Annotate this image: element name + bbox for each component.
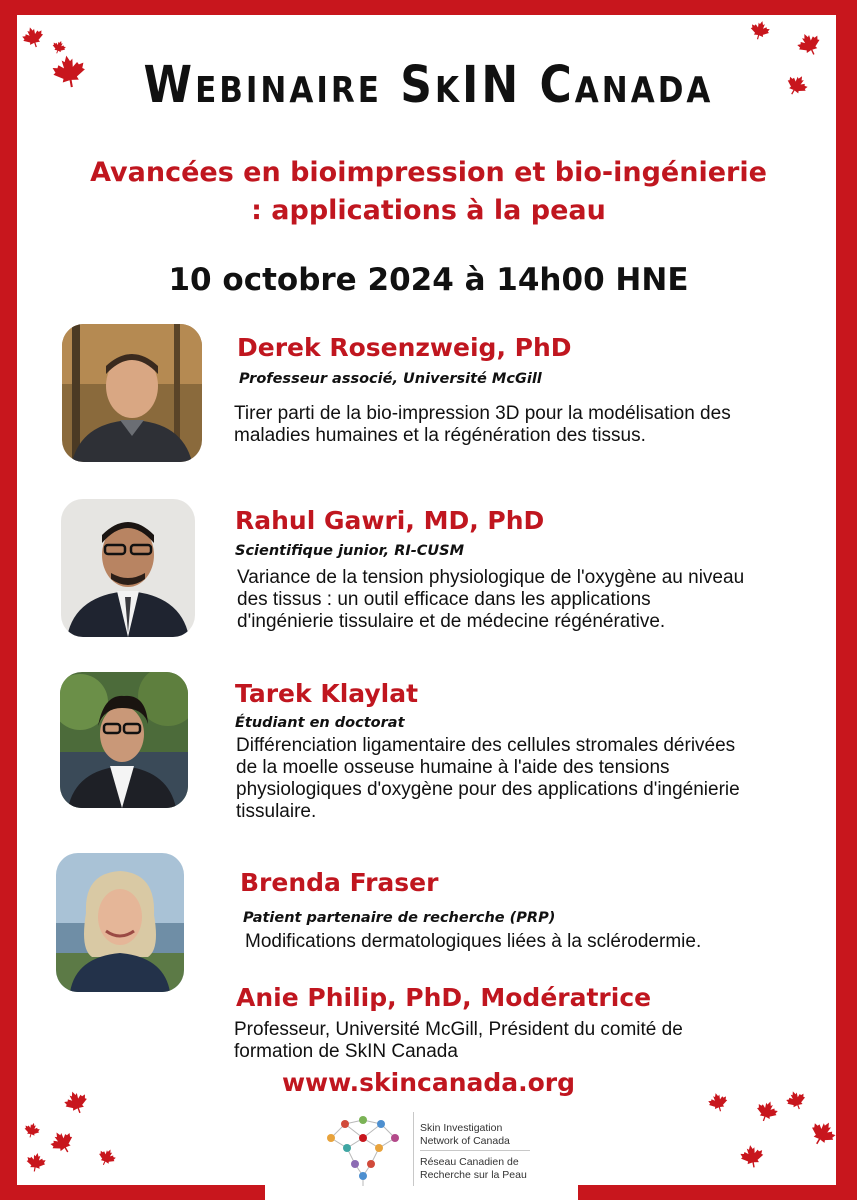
talk-line: des tissus : un outil efficace dans les applications [237,589,651,610]
speaker-photo [61,499,195,637]
subtitle-line: Avancées en bioimpression et bio-ingénierie [90,157,767,188]
moderator-role [234,1019,683,1063]
speaker-name: Derek Rosenzweig, PhD [237,333,572,362]
logo-french-name: Réseau Canadien de Recherche sur la Peau [420,1156,527,1181]
speaker-photo [60,672,188,808]
speaker-name: Tarek Klaylat [235,679,419,708]
talk-line: physiologiques d'oxygène pour des applications d'ingénierie [236,779,740,800]
talk-line: tissulaire. [236,801,317,822]
speaker-talk [234,403,731,447]
webinar-date: 10 octobre 2024 à 14h00 HNE [168,262,689,298]
talk-line: maladies humaines et la régénération des tissus. [234,425,646,446]
speaker-role: Étudiant en doctorat [235,715,405,731]
moderator-role-line: formation de SkIN Canada [234,1041,458,1062]
speaker-photo [56,853,184,992]
logo-divider [413,1112,414,1186]
speaker-talk [237,567,744,633]
speaker-role: Scientifique junior, RI-CUSM [235,543,465,559]
maple-leaf-icon [24,1150,47,1173]
logo-separator [420,1150,530,1151]
talk-line: Tirer parti de la bio-impression 3D pour la modélisation des [234,403,731,424]
speaker-photo [62,324,202,462]
talk-line: Modifications dermatologiques liées à la sclérodermie. [245,931,702,952]
talk-line: de la moelle osseuse humaine à l'aide des tensions [236,757,670,778]
network-logo-icon [323,1110,403,1190]
webinar-subtitle [40,154,817,230]
skin-canada-logo [265,1102,578,1200]
talk-line: d'ingénierie tissulaire et de médecine régénérative. [237,611,666,632]
speaker-name: Brenda Fraser [240,868,439,897]
speaker-role: Professeur associé, Université McGill [239,371,542,387]
talk-line: Différenciation ligamentaire des cellules stromales dérivées [236,735,736,756]
speaker-name: Rahul Gawri, MD, PhD [235,506,545,535]
subtitle-line: : applications à la peau [251,195,606,226]
moderator-name: Anie Philip, PhD, Modératrice [236,983,652,1012]
speaker-talk [245,931,701,953]
moderator-role-line: Professeur, Université McGill, Président du comité de [234,1019,683,1040]
speaker-talk [236,735,740,823]
webinar-title: Webinaire SkIN Canada [143,56,714,115]
logo-english-name: Skin Investigation Network of Canada [420,1122,510,1147]
maple-leaf-icon [738,1142,766,1170]
talk-line: Variance de la tension physiologique de l'oxygène au niveau [237,567,745,588]
speaker-role: Patient partenaire de recherche (PRP) [243,910,556,926]
website-link[interactable]: www.skincanada.org [281,1068,576,1097]
